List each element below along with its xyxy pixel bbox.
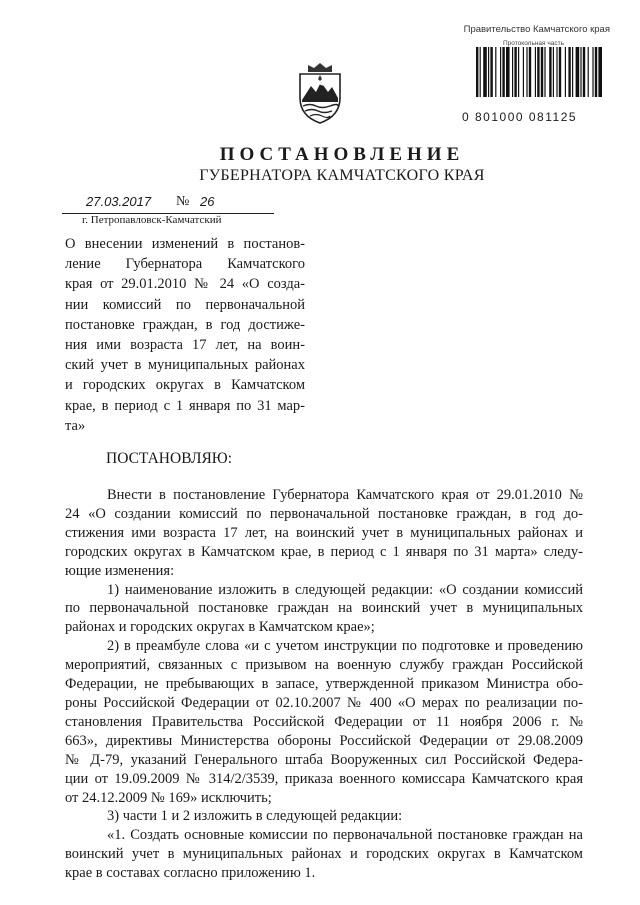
- document-type: ПОСТАНОВЛЕНИЕ: [219, 144, 465, 165]
- body-line: становления Правительства Российской Федерации от 11 ноября 2006 г. №: [65, 713, 583, 730]
- subject-line: нии комиссий по первоначальной: [65, 296, 305, 313]
- body-line: ции от 19.09.2009 № 314/2/3539, приказа военного комиссара Камчатского края: [65, 770, 583, 787]
- document-number: 26: [200, 194, 215, 209]
- body-line: стижения ими возраста 17 лет, на воинский учет в муниципальных районах и: [65, 524, 583, 541]
- body-line: 2) в преамбуле слова «и с учетом инструкции по подготовке и проведению: [107, 638, 583, 655]
- subject-line: ление Губернатора Камчатского: [65, 256, 305, 273]
- document-subject: [65, 234, 305, 436]
- stamp-organization: Правительство Камчатского края: [463, 24, 610, 35]
- subject-line: О внесении изменений в постанов-: [65, 236, 305, 252]
- subject-line: края от 29.01.2010 № 24 «О созда-: [65, 276, 305, 293]
- document-number-label: №: [176, 194, 190, 209]
- body-line: «1. Создать основные комиссии по первоначальной постановке граждан на: [107, 827, 583, 844]
- body-line: городских округах в Камчатском крае, в период с 1 января по 31 марта» следу-: [65, 543, 583, 560]
- body-line: Федерации, не пребывающих в запасе, утвержденной приказом Министра обо-: [65, 676, 583, 693]
- body-line: воинский учет в муниципальных районах и городских округах в Камчатском: [65, 846, 583, 863]
- barcode-number: 0 801000 081125: [462, 110, 578, 124]
- barcode-label: Протокольная часть: [503, 40, 564, 47]
- document-issuer: ГУБЕРНАТОРА КАМЧАТСКОГО КРАЯ: [199, 167, 485, 184]
- body-line: 663», директивы Министерства обороны Российской Федерации от 29.08.2009: [65, 732, 583, 749]
- body-line: районах и городских округах в Камчатском крае»;: [65, 619, 375, 636]
- subject-line: ния ими возраста 17 лет, на воин-: [65, 337, 305, 354]
- body-line: № Д-79, указаний Генерального штаба Вооруженных сил Российской Федера-: [65, 751, 583, 768]
- body-line: 1) наименование изложить в следующей редакции: «О создании комиссий: [107, 581, 583, 598]
- body-line: Внести в постановление Губернатора Камчатского края от 29.01.2010 №: [107, 487, 583, 503]
- document-body: [65, 486, 583, 883]
- document-date: 27.03.2017: [86, 194, 152, 209]
- subject-line: постановке граждан, в год достиже-: [65, 316, 305, 333]
- resolve-heading: ПОСТАНОВЛЯЮ:: [106, 450, 233, 467]
- barcode-icon: [476, 47, 604, 97]
- subject-line: крае, в период с 1 января по 31 мар-: [65, 397, 305, 414]
- body-line: мероприятий, связанных с призывом на военную службу граждан Российской: [65, 657, 583, 674]
- body-line: роны Российской Федерации от 02.10.2007 № 400 «О мерах по реализации по-: [65, 694, 583, 711]
- body-line: крае в составах согласно приложению 1.: [65, 865, 316, 882]
- document-city: г. Петропавловск-Камчатский: [82, 214, 222, 226]
- subject-line: и городских округах в Камчатском: [65, 377, 305, 394]
- body-line: 3) части 1 и 2 изложить в следующей редакции:: [107, 808, 403, 825]
- kamchatka-coat-of-arms-icon: [296, 62, 344, 124]
- body-line: 24 «О создании комиссий по первоначальной постановке граждан, в год до-: [65, 505, 583, 522]
- subject-line: та»: [65, 417, 86, 434]
- body-line: ющие изменения:: [65, 562, 175, 579]
- body-line: по первоначальной постановке граждан на воинский учет в муниципальных: [65, 600, 583, 617]
- subject-line: ский учет в муниципальных районах: [65, 357, 305, 374]
- body-line: от 24.12.2009 № 169» исключить;: [65, 789, 272, 806]
